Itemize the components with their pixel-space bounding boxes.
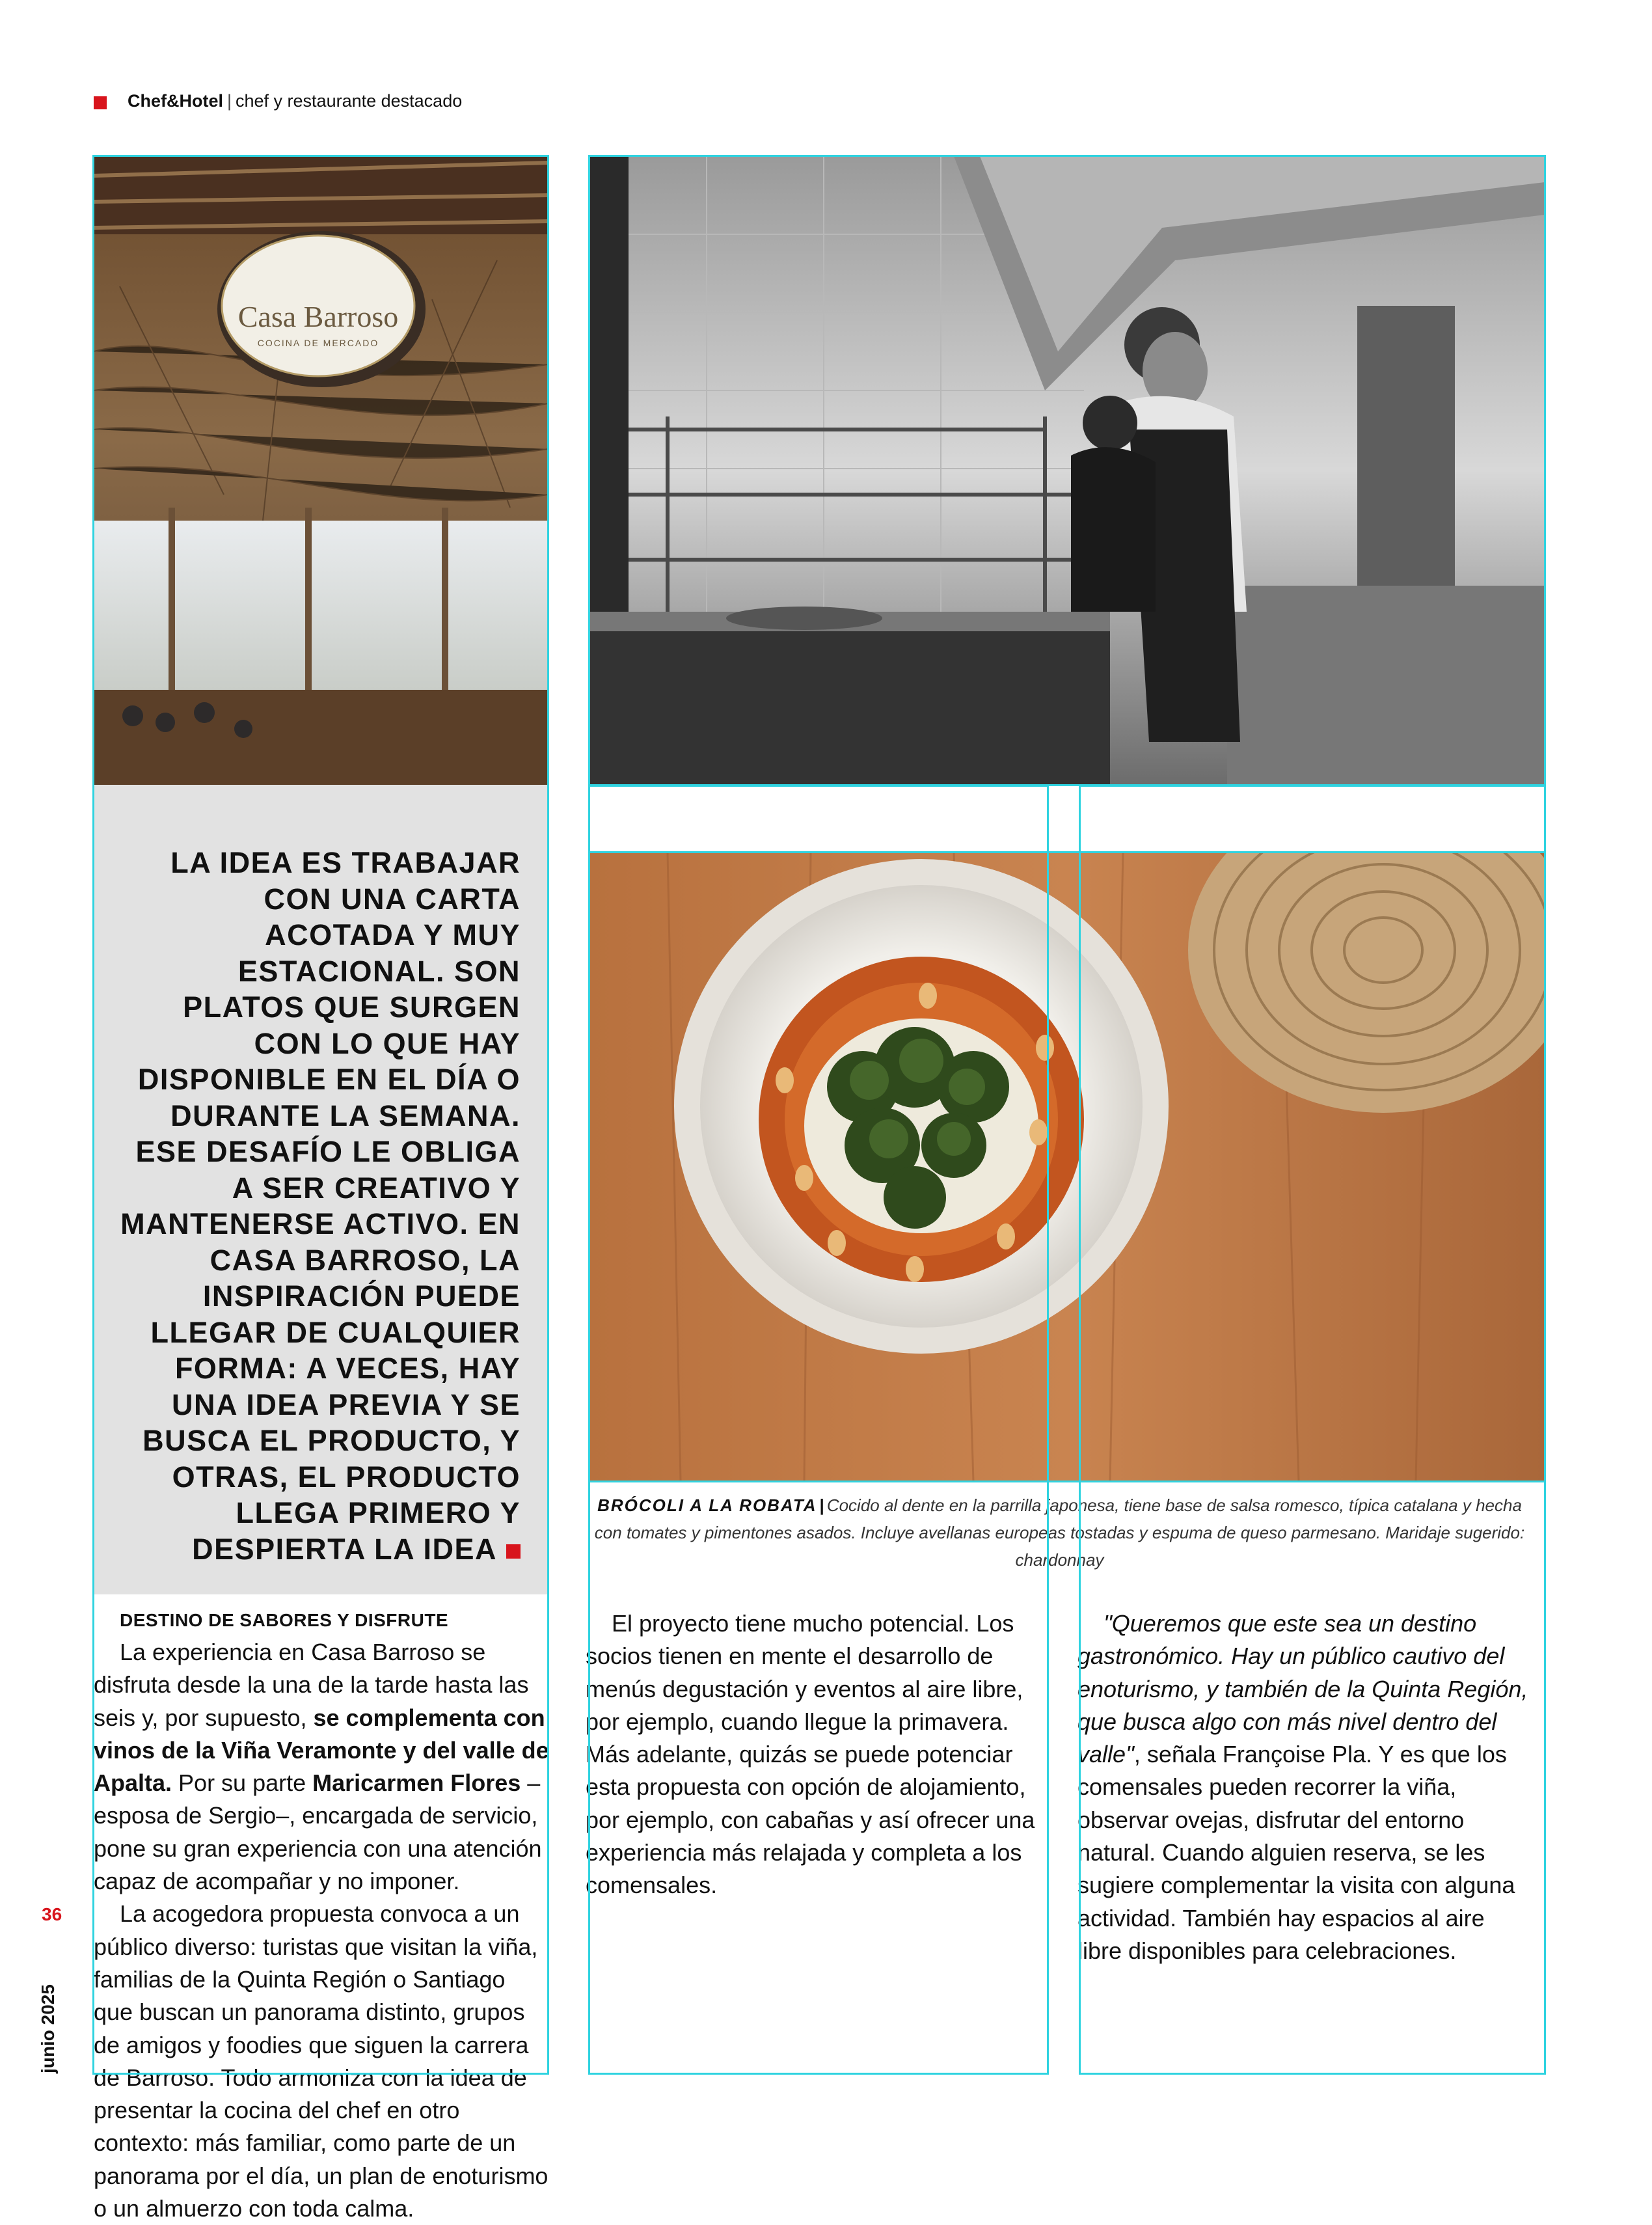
- article-paragraph: [1077, 1607, 1533, 1967]
- sign-name: Casa Barroso: [237, 300, 399, 333]
- dish-photo: [589, 853, 1545, 1481]
- article-paragraph: La acogedora propuesta convoca a un público diverso: turistas que visitan la viña, familias de la Quinta Región o Santiago que buscan un panorama distinto, grupos de amigos y foodies que siguen la carrera de Barroso. Todo armoniza con la idea de presentar la cocina del chef en otro contexto: más familiar, como parte de un panorama por el día, un plan de enoturismo o un almuerzo con toda calma.: [94, 1900, 548, 2222]
- paragraph-text: Por su parte: [172, 1769, 313, 1797]
- paragraph-bold-text: se complementa con vinos de la Viña Veramonte y del valle de Apalta.: [94, 1704, 549, 1797]
- header-separator: |: [227, 91, 232, 111]
- page-number: 36: [42, 1904, 62, 1924]
- paragraph-text: La experiencia en Casa Barroso se disfruta desde la una de la tarde hasta las seis y, por supuesto,: [94, 1639, 529, 1731]
- caption-separator: |: [819, 1495, 824, 1515]
- caption-title: BRÓCOLI A LA ROBATA: [597, 1495, 817, 1515]
- restaurant-photo: [94, 156, 548, 785]
- kitchen-photo: [589, 156, 1545, 785]
- section-label: chef y restaurante destacado: [236, 91, 463, 111]
- header-marker: [94, 96, 107, 109]
- article-column-1: [94, 1607, 549, 2225]
- article-paragraph: El proyecto tiene mucho potencial. Los socios tienen en mente el desarrollo de menús degustación y eventos al aire libre, por ejemplo, cuando llegue la primavera. Más adelante, quizás se puede potenciar esta propuesta con opción de alojamiento, por ejemplo, con cabañas y así ofrecer una experiencia más relajada y completa a los comensales.: [586, 1610, 1035, 1899]
- pull-quote-box: [94, 785, 548, 1594]
- magazine-brand: Chef&Hotel: [128, 91, 223, 111]
- pull-quote: [120, 845, 521, 1567]
- article-column-2: [586, 1607, 1041, 1902]
- sign-subtitle: COCINA DE MERCADO: [257, 338, 379, 348]
- article-paragraph: [94, 1636, 549, 1898]
- pull-quote-text: LA IDEA ES TRABAJAR CON UNA CARTA ACOTADA Y MUY ESTACIONAL. SON PLATOS QUE SURGEN CON LO QUE HAY DISPONIBLE EN EL DÍA O DURANTE LA SEMANA. ESE DESAFÍO LE OBLIGA A SER CREATIVO Y MANTENERSE ACTIVO. EN CASA BARROSO, LA INSPIRACIÓN PUEDE LLEGAR DE CUALQUIER FORMA: A VECES, HAY UNA IDEA PREVIA Y SE BUSCA EL PRODUCTO, Y OTRAS, EL PRODUCTO LLEGA PRIMERO Y DESPIERTA LA IDEA: [120, 846, 521, 1566]
- end-marker: [506, 1544, 521, 1559]
- caption-text: Cocido al dente en la parrilla japonesa, tiene base de salsa romesco, típica catalana y hecha con tomates y pimentones asados. Incluye avellanas europeas tostadas y espuma de queso parmesano. Maridaje sugerido: chardonnay: [594, 1495, 1525, 1570]
- photo-caption: [589, 1492, 1530, 1574]
- paragraph-text: , señala Françoise Pla. Y es que los comensales pueden recorrer la viña, observar ovejas, disfrutar del entorno natural. Cuando alguien reserva, se les sugiere complementar la visita con alguna actividad. También hay espacios al aire libre disponibles para celebraciones.: [1077, 1741, 1515, 1964]
- article-subhead: DESTINO DE SABORES Y DISFRUTE: [120, 1610, 449, 1630]
- person-name: Maricarmen Flores: [312, 1769, 521, 1797]
- paragraph-text: –esposa de Sergio–, encargada de servicio, pone su gran experiencia con una atención capaz de acompañar y no imponer.: [94, 1769, 542, 1895]
- issue-date: junio 2025: [38, 1984, 58, 2073]
- running-header: [128, 91, 462, 111]
- quote-text: "Queremos que este sea un destino gastronómico. Hay un público cautivo del enoturismo, y también de la Quinta Región, que busca algo con más nivel dentro del valle": [1077, 1610, 1528, 1768]
- article-column-3: [1077, 1607, 1533, 1967]
